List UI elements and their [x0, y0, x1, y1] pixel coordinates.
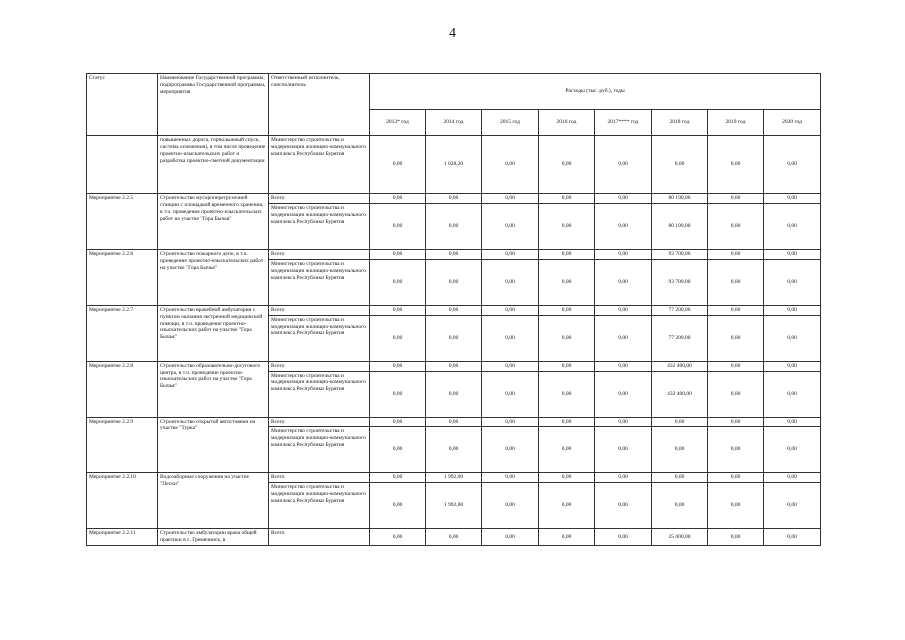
value-cell: 0,00: [370, 136, 426, 194]
value-cell: 0,00: [370, 305, 426, 315]
budget-table: [86, 73, 821, 546]
value-cell: 0,00: [764, 315, 821, 361]
value-cell: 0,00: [595, 529, 652, 546]
value-cell: 0,00: [426, 259, 482, 305]
name-cell: Строительство врачебной амбулатории с пунктом оказания экстренной медицинской помощи, в т.ч. проведение проектно-изыскательских работ на участке "Гора Бычья": [158, 305, 269, 361]
total-label-cell: Всего: [269, 417, 370, 427]
value-cell: 0,00: [595, 473, 652, 483]
value-cell: 0,00: [482, 483, 539, 529]
value-cell: 0,00: [370, 427, 426, 473]
value-cell: 0,00: [764, 136, 821, 194]
value-cell: 0,00: [370, 315, 426, 361]
total-label-cell: Всего: [269, 529, 370, 546]
value-cell: 0,00: [652, 483, 708, 529]
name-cell: Строительство пожарного депо, в т.ч. проведение проектно-изыскательских работ на участке "Гора Бычья": [158, 249, 269, 305]
value-cell: 0,00: [539, 417, 595, 427]
value-cell: 0,00: [764, 371, 821, 417]
total-label-cell: Всего: [269, 361, 370, 371]
value-cell: 1 028,20: [426, 136, 482, 194]
value-cell: 0,00: [708, 371, 764, 417]
table-row: [87, 305, 821, 315]
name-cell: Водозаборные сооружения на участке "Пески": [158, 473, 269, 529]
value-cell: 0,00: [539, 427, 595, 473]
value-cell: 0,00: [426, 315, 482, 361]
total-label-cell: Всего: [269, 194, 370, 204]
value-cell: 432 400,00: [652, 371, 708, 417]
value-cell: 0,00: [764, 203, 821, 249]
value-cell: 0,00: [595, 136, 652, 194]
value-cell: 0,00: [708, 417, 764, 427]
value-cell: 1 992,00: [426, 473, 482, 483]
value-cell: 0,00: [708, 249, 764, 259]
value-cell: 0,00: [539, 194, 595, 204]
expenses-header: Расходы (тыс. руб.), годы: [370, 74, 821, 110]
value-cell: 0,00: [708, 473, 764, 483]
executor-cell: Министерство строительства и модернизации жилищно-коммунального комплекса Республики Бурятия: [269, 427, 370, 473]
table-row: [87, 136, 821, 194]
value-cell: 0,00: [482, 136, 539, 194]
year-header: 2016 год: [539, 110, 595, 136]
executor-cell: Министерство строительства и модернизации жилищно-коммунального комплекса Республики Бурятия: [269, 136, 370, 194]
value-cell: 0,00: [370, 417, 426, 427]
name-cell: Строительство амбулатории врача общей практики в с. Гремячинск, в: [158, 529, 269, 546]
value-cell: 0,00: [370, 203, 426, 249]
value-cell: 0,00: [539, 203, 595, 249]
value-cell: 0,00: [370, 483, 426, 529]
table-row: [87, 361, 821, 371]
value-cell: 0,00: [595, 371, 652, 417]
value-cell: 0,00: [482, 305, 539, 315]
value-cell: 0,00: [426, 305, 482, 315]
value-cell: 0,00: [426, 249, 482, 259]
value-cell: 0,00: [539, 259, 595, 305]
value-cell: 0,00: [652, 417, 708, 427]
value-cell: 0,00: [539, 136, 595, 194]
value-cell: 0,00: [426, 203, 482, 249]
executor-cell: Министерство строительства и модернизации жилищно-коммунального комплекса Республики Бурятия: [269, 259, 370, 305]
value-cell: 0,00: [426, 427, 482, 473]
value-cell: 0,00: [652, 136, 708, 194]
value-cell: 77 200,00: [652, 305, 708, 315]
year-header: 2019 год: [708, 110, 764, 136]
status-cell: [87, 136, 158, 194]
value-cell: 0,00: [708, 361, 764, 371]
value-cell: 0,00: [708, 529, 764, 546]
value-cell: 25 000,00: [652, 529, 708, 546]
value-cell: 0,00: [539, 361, 595, 371]
year-header: 2015 год: [482, 110, 539, 136]
value-cell: 0,00: [708, 136, 764, 194]
value-cell: 0,00: [708, 427, 764, 473]
value-cell: 0,00: [708, 259, 764, 305]
table-row: [87, 417, 821, 427]
value-cell: 0,00: [708, 315, 764, 361]
value-cell: 0,00: [764, 427, 821, 473]
value-cell: 0,00: [708, 483, 764, 529]
status-cell: Мероприятие 2.2.5: [87, 194, 158, 250]
executor-cell: Министерство строительства и модернизации жилищно-коммунального комплекса Республики Бурятия: [269, 315, 370, 361]
value-cell: 0,00: [482, 194, 539, 204]
value-cell: 0,00: [764, 529, 821, 546]
executor-cell: Министерство строительства и модернизации жилищно-коммунального комплекса Республики Бурятия: [269, 203, 370, 249]
value-cell: 0,00: [595, 203, 652, 249]
value-cell: 0,00: [764, 249, 821, 259]
value-cell: 0,00: [764, 417, 821, 427]
value-cell: 0,00: [595, 194, 652, 204]
executor-cell: Министерство строительства и модернизации жилищно-коммунального комплекса Республики Бурятия: [269, 483, 370, 529]
year-header: 2018 год: [652, 110, 708, 136]
value-cell: 80 190,00: [652, 194, 708, 204]
header-row: [87, 74, 821, 110]
value-cell: 0,00: [708, 194, 764, 204]
status-cell: Мероприятие 2.2.8: [87, 361, 158, 417]
value-cell: 0,00: [370, 529, 426, 546]
value-cell: 0,00: [426, 371, 482, 417]
value-cell: 0,00: [539, 473, 595, 483]
value-cell: 0,00: [426, 194, 482, 204]
value-cell: 0,00: [482, 473, 539, 483]
value-cell: 0,00: [426, 417, 482, 427]
value-cell: 0,00: [595, 483, 652, 529]
page-number: 4: [449, 26, 456, 41]
value-cell: 0,00: [482, 427, 539, 473]
name-cell: Строительство открытой автостоянки на участке "Турка": [158, 417, 269, 473]
name-header: Наименование Государственной программы, подпрограммы Государственной программы, мероприятия: [158, 74, 269, 136]
value-cell: 0,00: [370, 473, 426, 483]
name-cell: повышенных дорога, горнолыжный спуск, система оснежения), в том числе проведение проектно-изыскательских работ и разработка проектно-сметной документации: [158, 136, 269, 194]
value-cell: 0,00: [595, 361, 652, 371]
value-cell: 93 700,00: [652, 259, 708, 305]
table-row: [87, 194, 821, 204]
value-cell: 93 700,00: [652, 249, 708, 259]
value-cell: 1 992,00: [426, 483, 482, 529]
value-cell: 432 400,00: [652, 361, 708, 371]
value-cell: 0,00: [595, 249, 652, 259]
status-cell: Мероприятие 2.2.10: [87, 473, 158, 529]
value-cell: 0,00: [708, 203, 764, 249]
total-label-cell: Всего: [269, 473, 370, 483]
value-cell: 0,00: [539, 371, 595, 417]
value-cell: 0,00: [539, 529, 595, 546]
value-cell: 0,00: [764, 259, 821, 305]
table-row: [87, 249, 821, 259]
value-cell: 0,00: [482, 371, 539, 417]
value-cell: 0,00: [652, 473, 708, 483]
year-header: 2020 год: [764, 110, 821, 136]
value-cell: 0,00: [426, 529, 482, 546]
value-cell: 80 190,00: [652, 203, 708, 249]
value-cell: 0,00: [595, 259, 652, 305]
value-cell: 0,00: [482, 249, 539, 259]
value-cell: 0,00: [539, 305, 595, 315]
value-cell: 0,00: [370, 259, 426, 305]
value-cell: 0,00: [370, 371, 426, 417]
total-label-cell: Всего: [269, 305, 370, 315]
year-header: 2013* год: [370, 110, 426, 136]
value-cell: 0,00: [595, 315, 652, 361]
status-header: Статус: [87, 74, 158, 136]
status-cell: Мероприятие 2.2.6: [87, 249, 158, 305]
value-cell: 0,00: [482, 361, 539, 371]
value-cell: 0,00: [370, 249, 426, 259]
value-cell: 0,00: [595, 417, 652, 427]
table-row: [87, 473, 821, 483]
year-header: 2017**** год: [595, 110, 652, 136]
value-cell: 0,00: [482, 259, 539, 305]
value-cell: 0,00: [370, 194, 426, 204]
value-cell: 0,00: [595, 427, 652, 473]
value-cell: 0,00: [652, 427, 708, 473]
year-header: 2014 год: [426, 110, 482, 136]
value-cell: 0,00: [764, 473, 821, 483]
value-cell: 0,00: [595, 305, 652, 315]
table-row: [87, 529, 821, 546]
value-cell: 0,00: [764, 194, 821, 204]
value-cell: 0,00: [370, 361, 426, 371]
value-cell: 0,00: [539, 315, 595, 361]
status-cell: Мероприятие 2.2.7: [87, 305, 158, 361]
name-cell: Строительство образовательно-досугового центра, в т.ч. проведение проектно-изыскательских работ на участке "Гора Бычья": [158, 361, 269, 417]
value-cell: 0,00: [539, 483, 595, 529]
value-cell: 0,00: [764, 361, 821, 371]
executor-header: Ответственный исполнитель, соисполнитель: [269, 74, 370, 136]
value-cell: 0,00: [708, 305, 764, 315]
value-cell: 0,00: [482, 529, 539, 546]
value-cell: 0,00: [539, 249, 595, 259]
status-cell: Мероприятие 2.2.11: [87, 529, 158, 546]
total-label-cell: Всего: [269, 249, 370, 259]
status-cell: Мероприятие 2.2.9: [87, 417, 158, 473]
value-cell: 77 200,00: [652, 315, 708, 361]
value-cell: 0,00: [482, 417, 539, 427]
value-cell: 0,00: [426, 361, 482, 371]
value-cell: 0,00: [482, 203, 539, 249]
value-cell: 0,00: [482, 315, 539, 361]
value-cell: 0,00: [764, 305, 821, 315]
value-cell: 0,00: [764, 483, 821, 529]
executor-cell: Министерство строительства и модернизации жилищно-коммунального комплекса Республики Бурятия: [269, 371, 370, 417]
name-cell: Строительство мусороперегрузочной станции с площадкой временного хранения, в т.ч. проведение проектно-изыскательских работ на участке "Гора Бычья": [158, 194, 269, 250]
